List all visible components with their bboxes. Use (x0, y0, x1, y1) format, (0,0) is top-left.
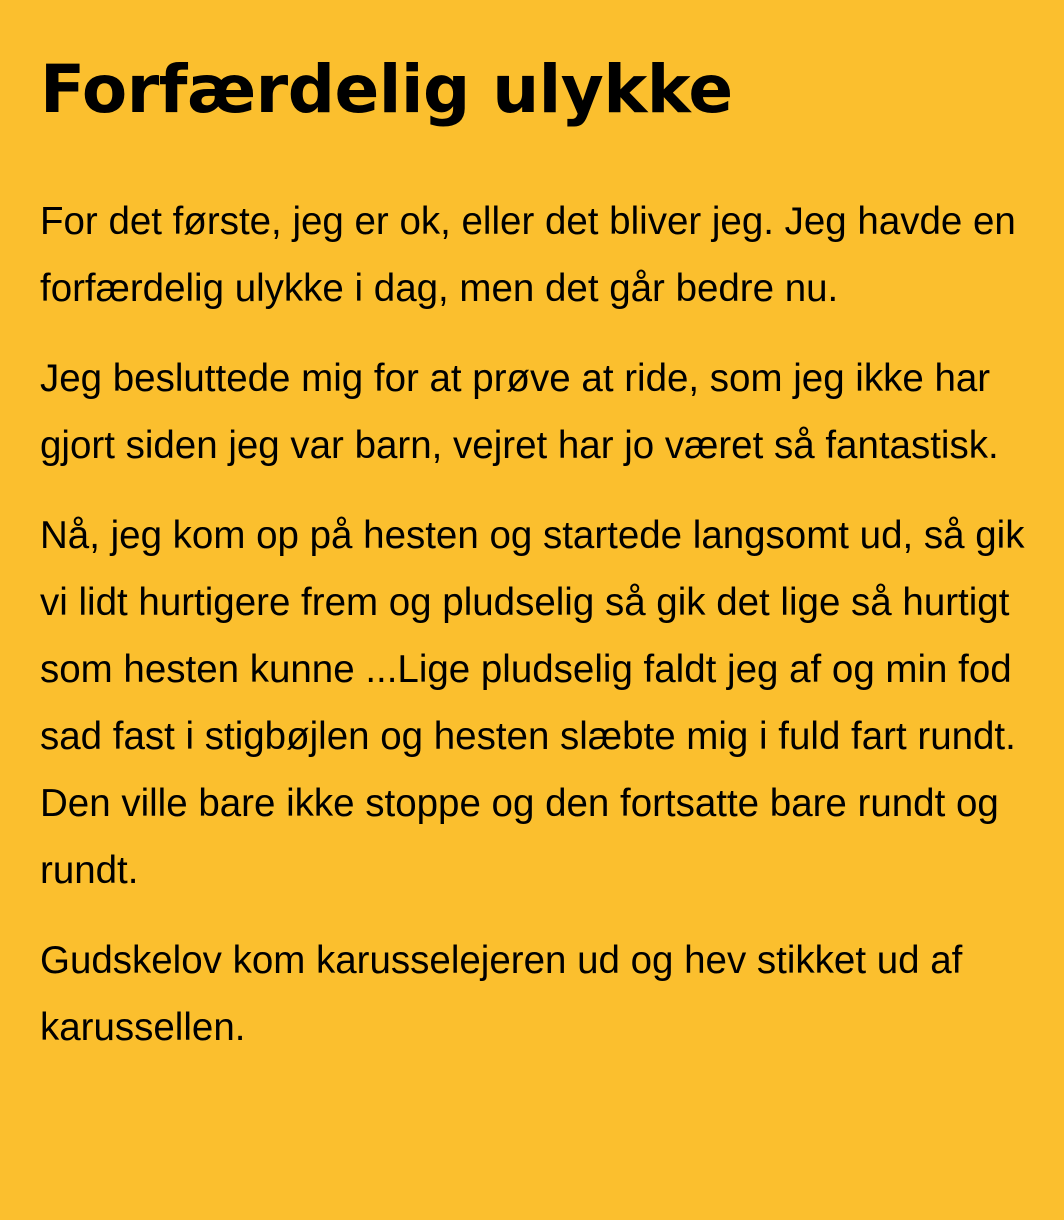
paragraph-3: Nå, jeg kom op på hesten og startede langsomt ud, så gik vi lidt hurtigere frem og pludselig så gik det lige så hurtigt som hesten kunne ...Lige pludselig faldt jeg af og min fod sad fast i stigbøjlen og hesten slæbte mig i fuld fart rundt. Den ville bare ikke stoppe og den fortsatte bare rundt og rundt. (40, 514, 1025, 892)
paragraph-2: Jeg besluttede mig for at prøve at ride, som jeg ikke har gjort siden jeg var barn, vejret har jo været så fantastisk. (40, 357, 999, 467)
paragraph-1: For det første, jeg er ok, eller det bliver jeg. Jeg havde en forfærdelig ulykke i dag, men det går bedre nu. (40, 200, 1016, 310)
document-title: Forfærdelig ulykke (40, 51, 733, 128)
paragraph-4: Gudskelov kom karusselejeren ud og hev stikket ud af karussellen. (40, 939, 963, 1049)
